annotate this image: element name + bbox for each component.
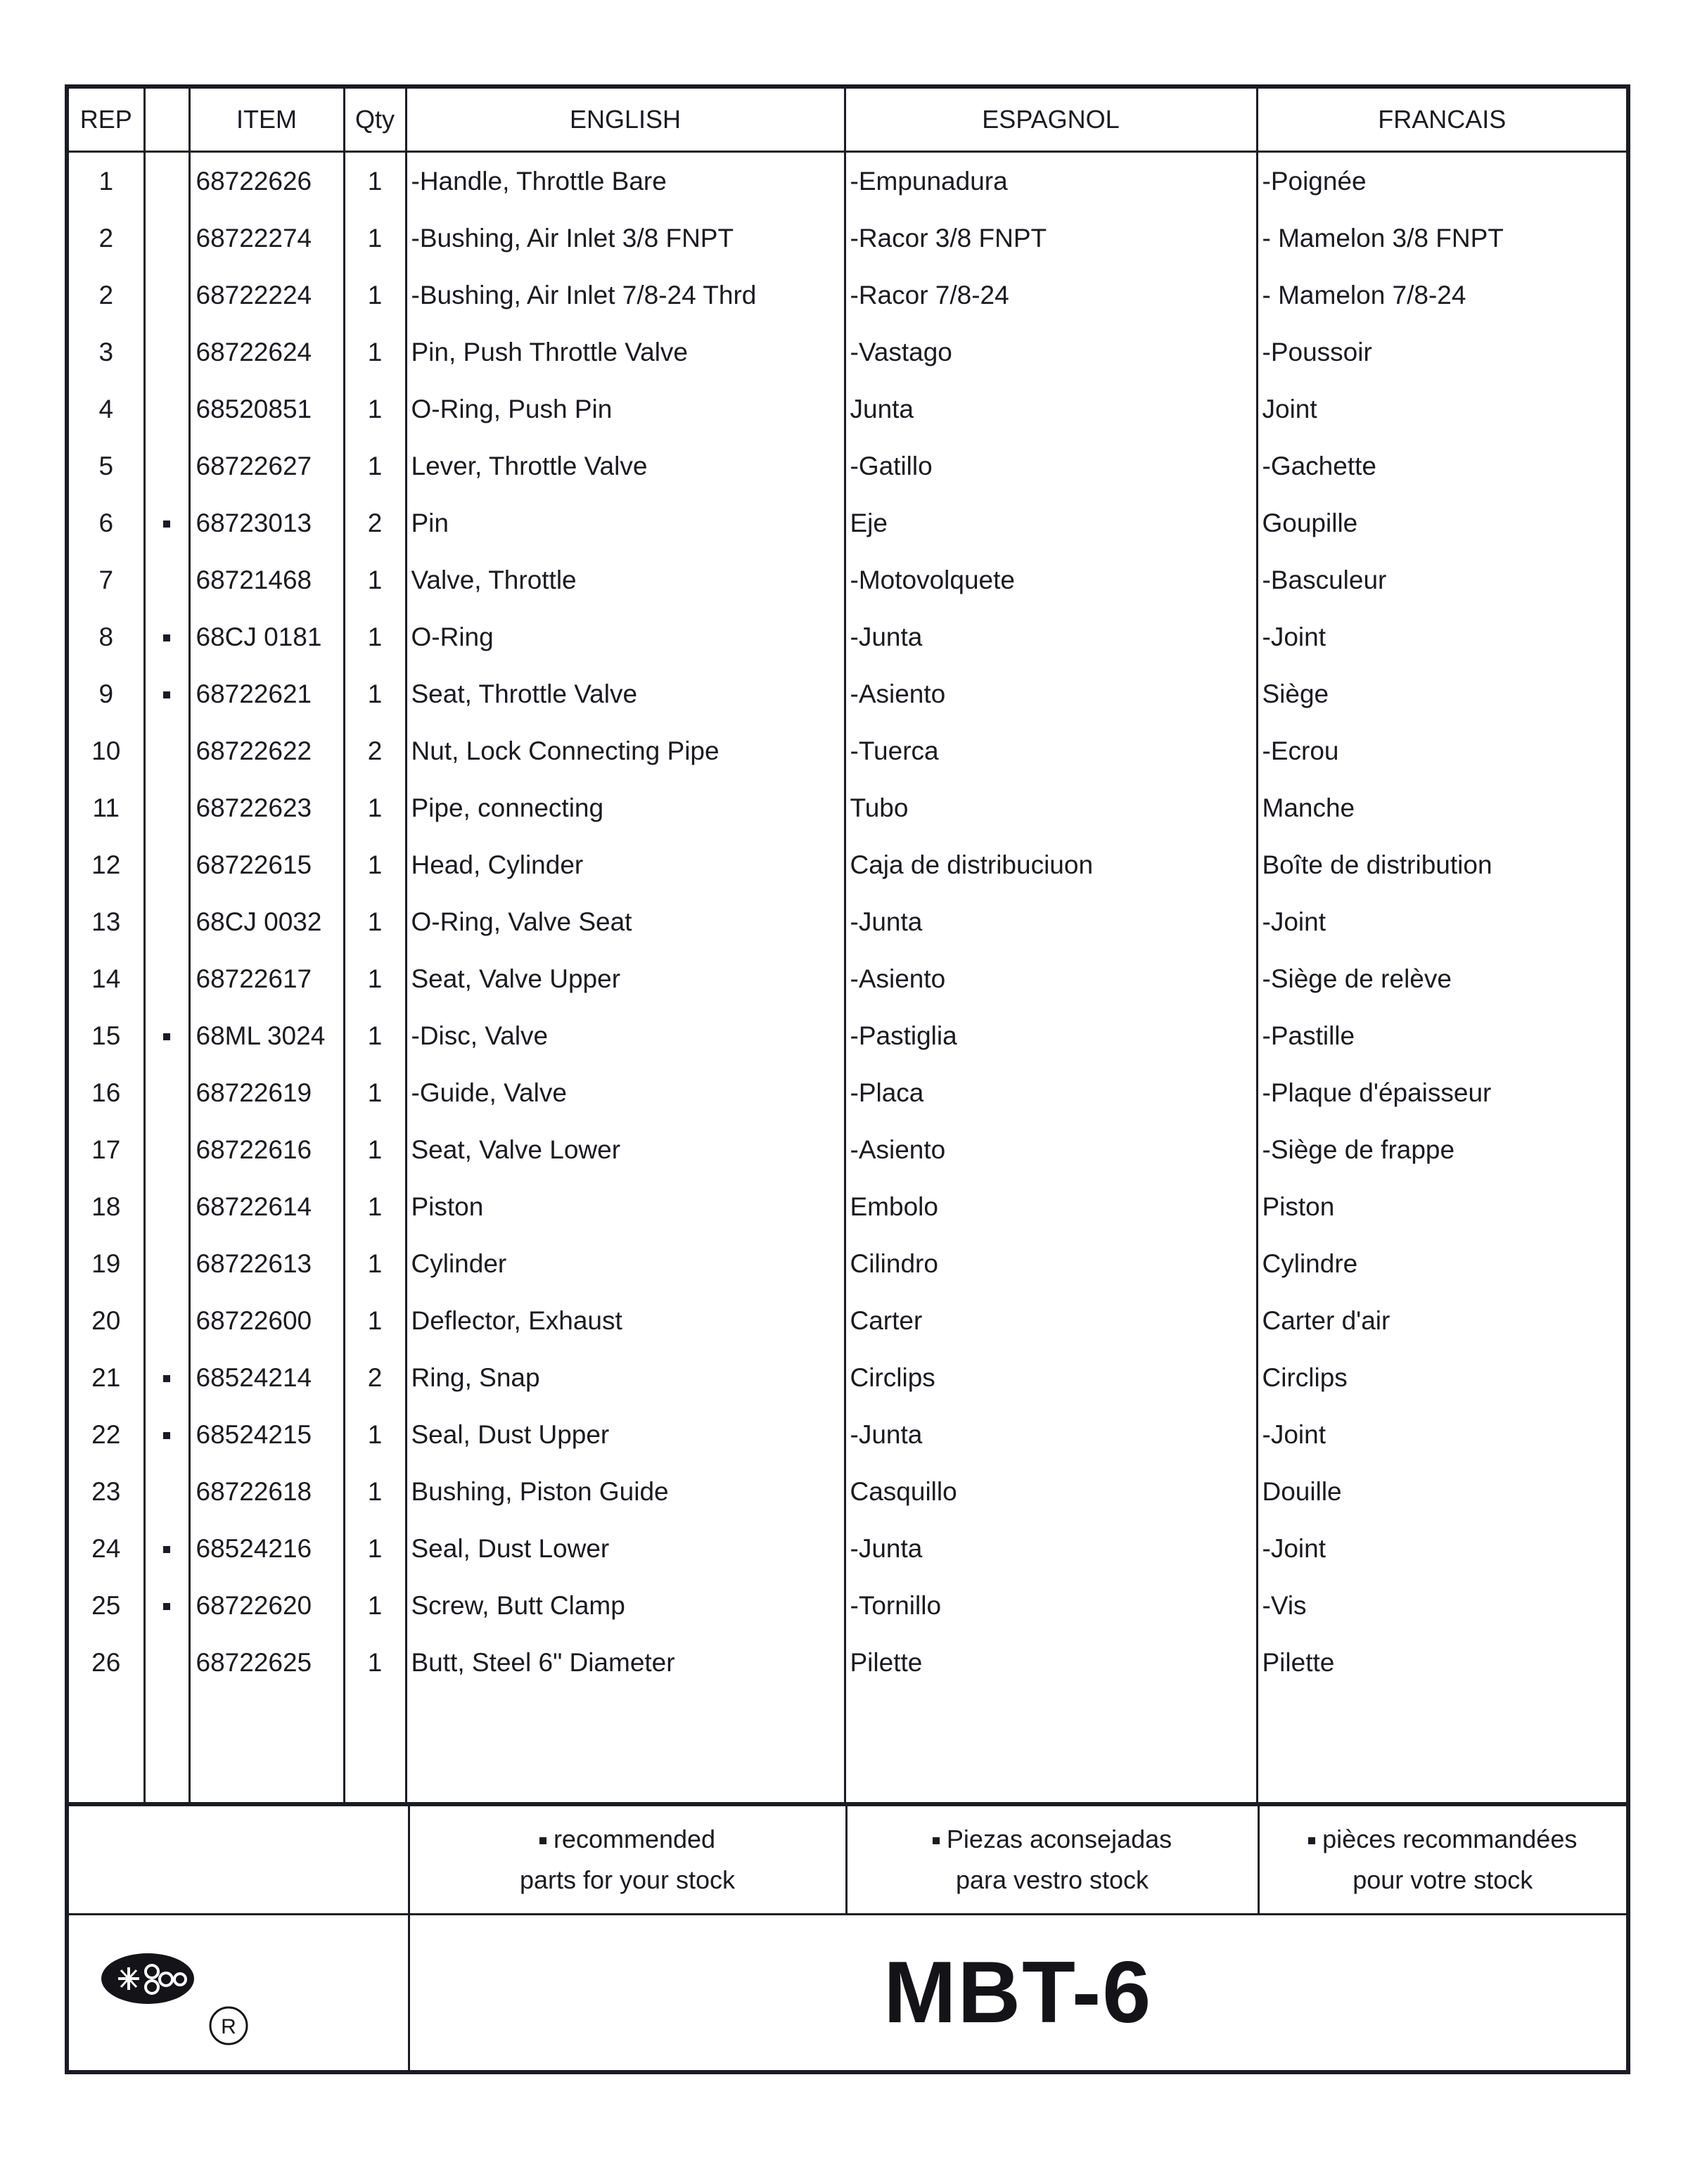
row-item-number: 68CJ 0032 [189,893,344,950]
note-francais-line1: pièces recommandées [1322,1825,1578,1853]
row-english: Nut, Lock Connecting Pipe [406,722,845,779]
row-english: Seal, Dust Lower [406,1520,845,1577]
row-item-number: 68524216 [189,1520,344,1577]
row-rep: 20 [67,1292,144,1349]
row-recommended-mark [144,267,189,324]
row-qty: 1 [344,438,406,494]
row-item-number: 68722624 [189,324,344,381]
logo-cell [67,1915,409,2073]
row-francais: - Mamelon 7/8-24 [1257,267,1628,324]
row-qty: 1 [344,893,406,950]
note-english-line2: parts for your stock [519,1865,736,1894]
row-qty: 2 [344,1349,406,1406]
header-rep: REP [67,87,144,152]
row-recommended-mark [144,210,189,267]
row-english: Deflector, Exhaust [406,1292,845,1349]
row-espagnol: -Pastiglia [845,1007,1257,1064]
row-francais: -Pastille [1257,1007,1628,1064]
row-rep: 16 [67,1064,144,1121]
header-francais: FRANCAIS [1257,87,1628,152]
header-row [67,87,1628,152]
row-francais: -Ecrou [1257,722,1628,779]
parts-body [67,152,1628,1803]
row-english: Seal, Dust Upper [406,1406,845,1463]
row-francais: Manche [1257,779,1628,836]
table-row [67,494,1628,551]
row-item-number: 68CJ 0181 [189,608,344,665]
company-logo-icon [98,1950,197,2007]
row-rep: 11 [67,779,144,836]
table-row [67,836,1628,893]
row-rep: 7 [67,551,144,608]
row-item-number: 68722619 [189,1064,344,1121]
table-row [67,1349,1628,1406]
row-qty: 1 [344,665,406,722]
row-espagnol: -Racor 7/8-24 [845,267,1257,324]
row-english: Seat, Valve Lower [406,1121,845,1178]
note-espagnol-line2: para vestro stock [955,1865,1149,1894]
table-row [67,950,1628,1007]
recommended-bullet-icon [539,1837,546,1844]
row-item-number: 68721468 [189,551,344,608]
row-english: O-Ring, Valve Seat [406,893,845,950]
row-francais: Siège [1257,665,1628,722]
header-qty: Qty [344,87,406,152]
row-item-number: 68524214 [189,1349,344,1406]
row-francais: -Joint [1257,1520,1628,1577]
row-qty: 1 [344,779,406,836]
row-item-number: 68722620 [189,1577,344,1634]
recommended-bullet-icon [163,634,170,641]
row-english: Seat, Throttle Valve [406,665,845,722]
row-espagnol: Eje [845,494,1257,551]
row-qty: 1 [344,210,406,267]
row-espagnol: -Junta [845,608,1257,665]
row-item-number: 68722616 [189,1121,344,1178]
row-rep: 26 [67,1634,144,1691]
row-item-number: 68722613 [189,1235,344,1292]
row-english: Bushing, Piston Guide [406,1463,845,1520]
row-item-number: 68722274 [189,210,344,267]
row-francais: Joint [1257,381,1628,438]
row-recommended-mark [144,1292,189,1349]
row-rep: 21 [67,1349,144,1406]
row-english: -Disc, Valve [406,1007,845,1064]
row-recommended-mark [144,494,189,551]
row-rep: 18 [67,1178,144,1235]
table-row [67,608,1628,665]
row-english: -Guide, Valve [406,1064,845,1121]
recommended-bullet-icon [163,1033,170,1040]
row-rep: 8 [67,608,144,665]
row-item-number: 68ML 3024 [189,1007,344,1064]
row-qty: 2 [344,494,406,551]
row-qty: 1 [344,1235,406,1292]
row-francais: Pilette [1257,1634,1628,1691]
recommended-bullet-icon [1308,1837,1315,1844]
row-qty: 1 [344,324,406,381]
row-qty: 1 [344,1577,406,1634]
recommended-bullet-icon [933,1837,940,1844]
row-espagnol: -Asiento [845,950,1257,1007]
row-espagnol: -Junta [845,1520,1257,1577]
row-espagnol: -Junta [845,893,1257,950]
row-english: Seat, Valve Upper [406,950,845,1007]
table-row [67,1406,1628,1463]
row-english: O-Ring, Push Pin [406,381,845,438]
table-row [67,1292,1628,1349]
row-english: Butt, Steel 6" Diameter [406,1634,845,1691]
row-rep: 2 [67,267,144,324]
row-item-number: 68722626 [189,152,344,210]
row-rep: 5 [67,438,144,494]
row-recommended-mark [144,324,189,381]
row-francais: Boîte de distribution [1257,836,1628,893]
row-francais: -Siège de relève [1257,950,1628,1007]
row-recommended-mark [144,836,189,893]
registered-mark-icon [208,2005,249,2046]
parts-table [65,84,1630,1802]
note-francais [1258,1804,1628,1915]
row-english: Screw, Butt Clamp [406,1577,845,1634]
row-rep: 19 [67,1235,144,1292]
table-row [67,1178,1628,1235]
row-recommended-mark [144,779,189,836]
row-rep: 6 [67,494,144,551]
footer-table [65,1802,1630,2074]
recommended-bullet-icon [163,1375,170,1382]
row-item-number: 68722625 [189,1634,344,1691]
parts-sheet [65,84,1626,2074]
row-recommended-mark [144,1064,189,1121]
note-francais-line2: pour votre stock [1353,1865,1533,1894]
row-item-number: 68722614 [189,1178,344,1235]
row-francais: -Plaque d'épaisseur [1257,1064,1628,1121]
brand-row [67,1915,1628,2073]
row-qty: 1 [344,950,406,1007]
row-english: Piston [406,1178,845,1235]
row-qty: 1 [344,1178,406,1235]
recommended-bullet-icon [163,1546,170,1553]
row-francais: -Joint [1257,1406,1628,1463]
row-recommended-mark [144,152,189,210]
note-espagnol-line1: Piezas aconsejadas [946,1825,1172,1853]
row-item-number: 68722224 [189,267,344,324]
recommended-bullet-icon [163,1603,170,1610]
row-espagnol: -Tuerca [845,722,1257,779]
table-row [67,1463,1628,1520]
row-english: Head, Cylinder [406,836,845,893]
row-rep: 1 [67,152,144,210]
registered-mark-letter: R [221,2015,236,2038]
row-item-number: 68520851 [189,381,344,438]
row-qty: 1 [344,1463,406,1520]
row-recommended-mark [144,1463,189,1520]
row-francais: -Poignée [1257,152,1628,210]
row-item-number: 68524215 [189,1406,344,1463]
row-item-number: 68722623 [189,779,344,836]
row-qty: 1 [344,1634,406,1691]
row-francais: Cylindre [1257,1235,1628,1292]
row-english: -Bushing, Air Inlet 3/8 FNPT [406,210,845,267]
row-english: Lever, Throttle Valve [406,438,845,494]
table-row [67,1634,1628,1691]
table-row [67,324,1628,381]
row-qty: 1 [344,1406,406,1463]
row-rep: 24 [67,1520,144,1577]
row-recommended-mark [144,551,189,608]
row-item-number: 68722617 [189,950,344,1007]
row-espagnol: Embolo [845,1178,1257,1235]
table-row [67,1121,1628,1178]
row-english: Ring, Snap [406,1349,845,1406]
row-francais: -Vis [1257,1577,1628,1634]
blank-row [67,1691,1628,1802]
table-row [67,267,1628,324]
row-qty: 1 [344,1121,406,1178]
row-recommended-mark [144,608,189,665]
model-name: MBT-6 [883,1944,1153,2041]
row-francais: -Siège de frappe [1257,1121,1628,1178]
row-recommended-mark [144,1178,189,1235]
row-qty: 1 [344,836,406,893]
row-espagnol: -Vastago [845,324,1257,381]
row-qty: 1 [344,1292,406,1349]
row-item-number: 68723013 [189,494,344,551]
row-rep: 4 [67,381,144,438]
row-espagnol: -Asiento [845,1121,1257,1178]
row-recommended-mark [144,665,189,722]
recommended-bullet-icon [163,691,170,698]
row-item-number: 68722615 [189,836,344,893]
table-row [67,1520,1628,1577]
row-qty: 1 [344,551,406,608]
row-francais: Douille [1257,1463,1628,1520]
row-english: Pin, Push Throttle Valve [406,324,845,381]
row-espagnol: Circlips [845,1349,1257,1406]
row-francais: -Joint [1257,608,1628,665]
row-item-number: 68722627 [189,438,344,494]
row-espagnol: Cilindro [845,1235,1257,1292]
table-row [67,1064,1628,1121]
row-francais: Goupille [1257,494,1628,551]
row-rep: 14 [67,950,144,1007]
row-espagnol: -Junta [845,1406,1257,1463]
table-row [67,722,1628,779]
row-espagnol: Carter [845,1292,1257,1349]
row-espagnol: Tubo [845,779,1257,836]
row-francais: Circlips [1257,1349,1628,1406]
row-espagnol: -Empunadura [845,152,1257,210]
row-recommended-mark [144,438,189,494]
row-espagnol: Junta [845,381,1257,438]
row-francais: -Joint [1257,893,1628,950]
table-row [67,551,1628,608]
header-mark [144,87,189,152]
row-recommended-mark [144,1235,189,1292]
row-rep: 12 [67,836,144,893]
table-row [67,1007,1628,1064]
table-row [67,1577,1628,1634]
row-item-number: 68722622 [189,722,344,779]
row-rep: 2 [67,210,144,267]
notes-blank-cell [67,1804,409,1915]
row-recommended-mark [144,381,189,438]
row-qty: 1 [344,608,406,665]
row-espagnol: Caja de distribuciuon [845,836,1257,893]
row-recommended-mark [144,1406,189,1463]
row-english: -Bushing, Air Inlet 7/8-24 Thrd [406,267,845,324]
row-english: Cylinder [406,1235,845,1292]
table-row [67,1235,1628,1292]
row-espagnol: -Gatillo [845,438,1257,494]
row-espagnol: -Tornillo [845,1577,1257,1634]
row-francais: - Mamelon 3/8 FNPT [1257,210,1628,267]
header-english: ENGLISH [406,87,845,152]
row-recommended-mark [144,950,189,1007]
row-item-number: 68722618 [189,1463,344,1520]
row-qty: 1 [344,1007,406,1064]
row-rep: 3 [67,324,144,381]
row-espagnol: Casquillo [845,1463,1257,1520]
table-row [67,893,1628,950]
row-rep: 25 [67,1577,144,1634]
table-row [67,210,1628,267]
row-item-number: 68722600 [189,1292,344,1349]
row-rep: 9 [67,665,144,722]
row-recommended-mark [144,722,189,779]
note-english [409,1804,846,1915]
row-rep: 13 [67,893,144,950]
recommended-bullet-icon [163,521,170,528]
table-row [67,381,1628,438]
row-recommended-mark [144,1520,189,1577]
row-recommended-mark [144,1121,189,1178]
model-cell [409,1915,1628,2073]
row-english: Valve, Throttle [406,551,845,608]
row-qty: 1 [344,1064,406,1121]
row-espagnol: -Racor 3/8 FNPT [845,210,1257,267]
row-english: O-Ring [406,608,845,665]
row-recommended-mark [144,1577,189,1634]
row-recommended-mark [144,1349,189,1406]
row-english: -Handle, Throttle Bare [406,152,845,210]
row-recommended-mark [144,1634,189,1691]
table-row [67,779,1628,836]
row-qty: 1 [344,381,406,438]
row-rep: 15 [67,1007,144,1064]
note-english-line1: recommended [553,1825,716,1853]
row-recommended-mark [144,1007,189,1064]
row-item-number: 68722621 [189,665,344,722]
row-qty: 1 [344,152,406,210]
row-english: Pipe, connecting [406,779,845,836]
header-item: ITEM [189,87,344,152]
row-francais: -Basculeur [1257,551,1628,608]
row-francais: Carter d'air [1257,1292,1628,1349]
row-qty: 2 [344,722,406,779]
row-francais: -Poussoir [1257,324,1628,381]
header-espagnol: ESPAGNOL [845,87,1257,152]
row-espagnol: -Asiento [845,665,1257,722]
row-rep: 17 [67,1121,144,1178]
recommended-bullet-icon [163,1432,170,1439]
row-english: Pin [406,494,845,551]
table-row [67,665,1628,722]
row-qty: 1 [344,1520,406,1577]
row-espagnol: -Placa [845,1064,1257,1121]
note-espagnol [846,1804,1258,1915]
row-francais: Piston [1257,1178,1628,1235]
table-row [67,438,1628,494]
recommended-notes-row [67,1804,1628,1915]
row-espagnol: Pilette [845,1634,1257,1691]
row-rep: 23 [67,1463,144,1520]
row-recommended-mark [144,893,189,950]
row-espagnol: -Motovolquete [845,551,1257,608]
row-francais: -Gachette [1257,438,1628,494]
table-row [67,152,1628,210]
row-rep: 22 [67,1406,144,1463]
row-rep: 10 [67,722,144,779]
row-qty: 1 [344,267,406,324]
